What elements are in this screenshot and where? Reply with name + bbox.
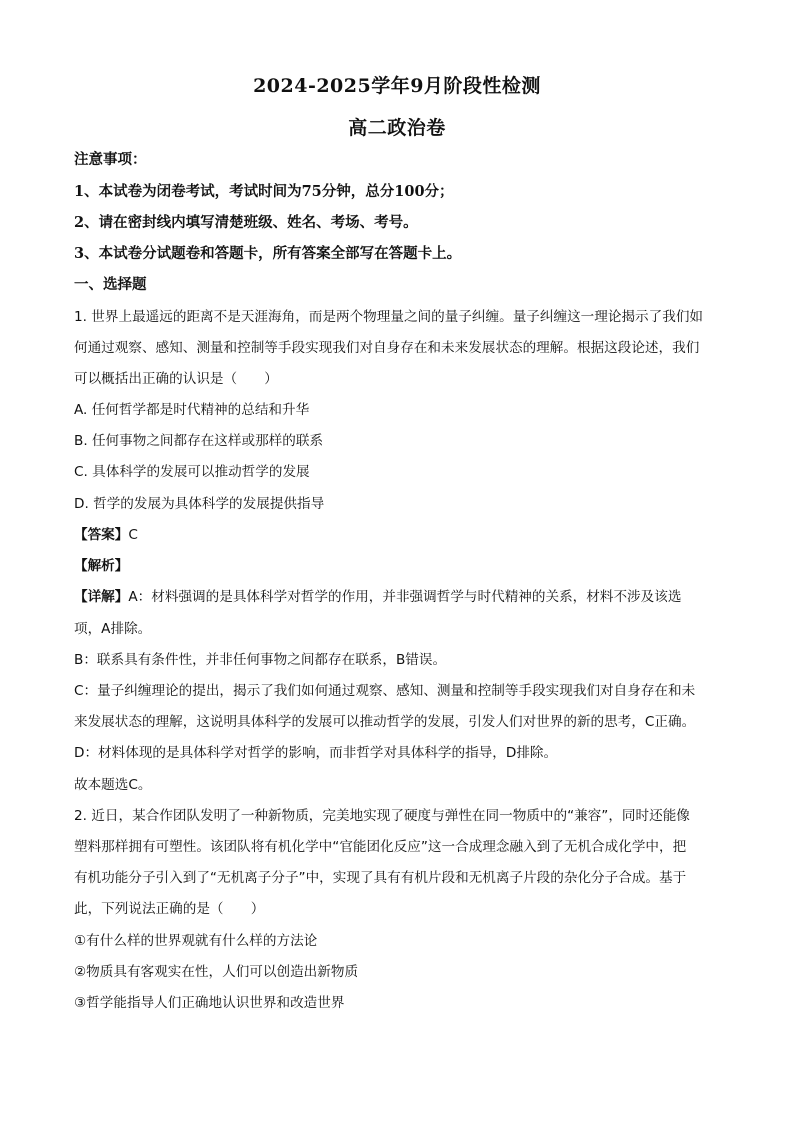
q1-option-a: A. 任何哲学都是时代精神的总结和升华 — [74, 402, 310, 418]
q1-detail-line-2: 项，A排除。 — [74, 621, 152, 637]
answer-value: C — [128, 527, 138, 543]
q1-detail-line-4: C：量子纠缠理论的提出，揭示了我们如何通过观察、感知、测量和控制等手段实现我们对自身存在和未 — [74, 683, 696, 699]
q1-detail-line-6: D：材料体现的是具体科学对哲学的影响，而非哲学对具体科学的指导，D排除。 — [74, 745, 558, 761]
q1-answer — [74, 525, 138, 545]
q1-stem-line-3: 可以概括出正确的认识是（ ） — [74, 371, 278, 387]
q1-stem-line-1: 1. 世界上最遥远的距离不是天涯海角，而是两个物理量之间的量子纠缠。量子纠缠这一理论揭示了我们如 — [74, 309, 704, 325]
q1-stem-line-2: 何通过观察、感知、测量和控制等手段实现我们对自身存在和未来发展状态的理解。根据这段论述，我们 — [74, 340, 700, 356]
q2-stem-line-4: 此，下列说法正确的是（ ） — [74, 901, 265, 917]
answer-tag: 【答案】 — [74, 527, 129, 543]
q1-option-c: C. 具体科学的发展可以推动哲学的发展 — [74, 464, 310, 480]
exam-subtitle: 高二政治卷 — [348, 117, 446, 139]
notice-item-3: 3、本试卷分试题卷和答题卡，所有答案全部写在答题卡上。 — [74, 245, 462, 262]
q1-detail-line-3: B：联系具有条件性，并非任何事物之间都存在联系，B错误。 — [74, 652, 447, 668]
q1-detail-line-7: 故本题选C。 — [74, 777, 152, 793]
q2-stem-line-3: 有机功能分子引入到了“无机离子分子”中，实现了具有有机片段和无机离子片段的杂化分子合成。基于 — [74, 870, 687, 886]
analysis-tag: 【解析】 — [74, 558, 129, 574]
section-heading: 一、选择题 — [74, 276, 147, 293]
exam-title: 2024-2025学年9月阶段性检测 — [253, 75, 541, 97]
detail-tag: 【详解】 — [74, 589, 129, 605]
detail-first-text: A：材料强调的是具体科学对哲学的作用，并非强调哲学与时代精神的关系，材料不涉及该选 — [128, 589, 682, 605]
q1-detail-line-1 — [74, 587, 681, 607]
q2-stem-line-1: 2. 近日，某合作团队发明了一种新物质，完美地实现了硬度与弹性在同一物质中的“兼容”，同时还能像 — [74, 808, 690, 824]
notice-heading: 注意事项： — [74, 151, 147, 168]
q1-option-d: D. 哲学的发展为具体科学的发展提供指导 — [74, 496, 325, 512]
q2-statement-1: ①有什么样的世界观就有什么样的方法论 — [74, 933, 318, 949]
q1-detail-line-5: 来发展状态的理解，这说明具体科学的发展可以推动哲学的发展，引发人们对世界的新的思考，C正确。 — [74, 714, 696, 730]
q2-statement-2: ②物质具有客观实在性，人们可以创造出新物质 — [74, 964, 359, 980]
q2-statement-3: ③哲学能指导人们正确地认识世界和改造世界 — [74, 995, 345, 1011]
q1-option-b: B. 任何事物之间都存在这样或那样的联系 — [74, 433, 324, 449]
notice-item-2: 2、请在密封线内填写清楚班级、姓名、考场、考号。 — [74, 214, 418, 231]
notice-item-1: 1、本试卷为闭卷考试，考试时间为75分钟，总分100分； — [74, 183, 454, 200]
q2-stem-line-2: 塑料那样拥有可塑性。该团队将有机化学中“官能团化反应”这一合成理念融入到了无机合成化学中，把 — [74, 839, 687, 855]
